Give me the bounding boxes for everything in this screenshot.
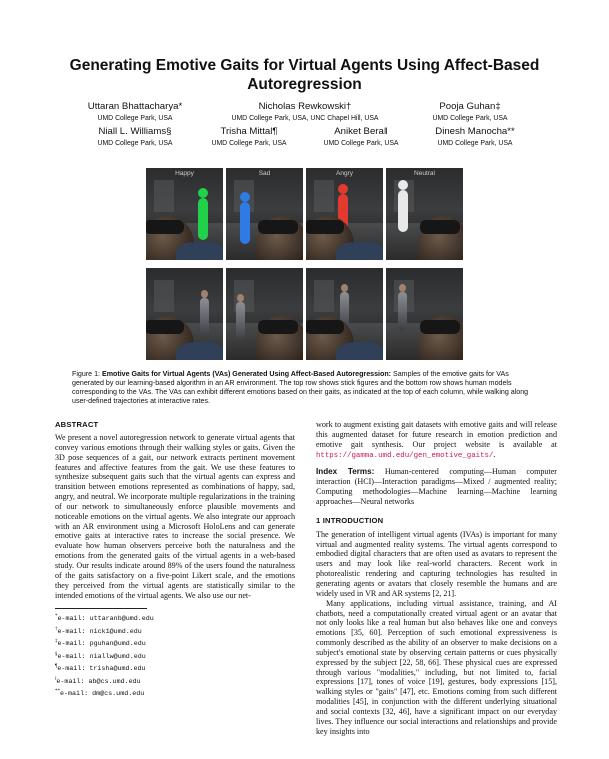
figure-panel-sad-stick <box>226 168 303 260</box>
author-block <box>298 126 424 148</box>
author-block <box>405 101 535 123</box>
figure-panel-angry-human <box>306 268 383 360</box>
index-terms: Index Terms: Human-centered computing—Human computer interaction (HCI)—Interaction paradigms—Mixed / augmented reality; Computing methodologies—Machine learning—Machine learning approaches—Neural networks <box>316 467 557 506</box>
author-affiliation: UMD College Park, USA <box>432 115 508 122</box>
footnote: †e-mail: nick1@umd.edu <box>55 626 142 636</box>
left-column <box>55 420 295 600</box>
abstract-text: We present a novel autoregression network to generate virtual agents that convey various emotions through their walking styles or gaits. Given the 3D pose sequences of a gait, our network extracts pertinent movement features and affective features from the gait. We use these features to synthesize subsequent gaits such that the virtual agents can express and transition between emotions represented as combinations of happy, sad, angry, and neutral. We incorporate multiple regularizations in the training of our network to simultaneously enforce plausible movements and noticeable emotions on the virtual agents. We also integrate our approach with an AR environment using a Microsoft HoloLens and can generate emotive gaits at interactive rates to increase the social presence. We evaluate how human observers perceive both the naturalness and the emotions from the generated gaits of the virtual agents in a web-based study. Our results indicate around 89% of the users found the naturalness of the gaits satisfactory on a five-point Likert scale, and the emotions they perceived from the virtual agents are statistically similar to the intended emotions of the virtual agents. We also use our net- <box>55 433 295 600</box>
figure-panel-neutral-stick <box>386 168 463 260</box>
abstract-continuation: work to augment existing gait datasets with emotive gaits and will release this augmented dataset for future research in emotion prediction and emotive gait synthesis. Our project website is available at https://gamma.umd.edu/gen_emotive_gaits/. <box>316 420 557 460</box>
footnote: *e-mail: uttaranb@umd.edu <box>55 614 154 624</box>
author-block <box>210 101 400 123</box>
panel-label: Sad <box>258 170 271 177</box>
author-affiliation: UMD College Park, USA <box>437 140 513 147</box>
author-affiliation: UMD College Park, USA <box>97 115 173 122</box>
panel-label: Happy <box>175 170 194 177</box>
human-model <box>398 292 407 330</box>
caption-bold: Emotive Gaits for Virtual Agents (VAs) Generated Using Affect-Based Autoregression: <box>101 370 392 378</box>
project-url-link[interactable]: https://gamma.umd.edu/gen_emotive_gaits/ <box>316 451 494 460</box>
author-block <box>70 101 200 123</box>
paper-title: Generating Emotive Gaits for Virtual Agents Using Affect-Based Autoregression <box>69 57 540 93</box>
figure-panel-neutral-human <box>386 268 463 360</box>
intro-paragraph-1: The generation of intelligent virtual agents (IVAs) is important for many virtual and augmented reality systems. The virtual agents correspond to embodied digital characters that are often used as avatars to represent the users and may look like real-world characters. Recent work in photorealistic rendering and capturing technologies has resulted in generating agents or avatars that closely resemble the humans and are widely used in VR and AR systems [2, 21]. <box>316 529 557 598</box>
author-name: Niall L. Williams§ <box>98 126 172 137</box>
footnote: §e-mail: niallw@umd.edu <box>55 651 146 661</box>
figure-panel-happy-human <box>146 268 223 360</box>
figure-caption <box>72 370 538 406</box>
footnote: ¶e-mail: trisha@umd.edu <box>55 664 146 674</box>
author-affiliation: UMD College Park, USA, UNC Chapel Hill, USA <box>231 115 379 122</box>
author-name: Pooja Guhan‡ <box>439 101 501 112</box>
caption-text: Samples of the emotive gaits for VAs generated by our learning-based algorithm in an AR environment. The top row shows stick figures and the bottom row shows human models corresponding to the VAs. The VAs can exhibit different emotions based on their gaits, as indicated at the top of each column, while walking along user-defined trajectories at interactive rates. <box>72 370 529 405</box>
author-affiliation: UMD College Park, USA <box>97 140 173 147</box>
stick-figure <box>198 198 208 240</box>
footnote: ‖e-mail: ab@cs.umd.edu <box>55 676 141 686</box>
author-name: Trisha Mittal¶ <box>220 126 278 137</box>
author-name: Dinesh Manocha** <box>435 126 515 137</box>
abstract-heading: ABSTRACT <box>55 420 99 429</box>
human-model <box>200 298 209 336</box>
author-block <box>72 126 198 148</box>
figure-panel-happy-stick <box>146 168 223 260</box>
stick-figure <box>398 190 408 232</box>
author-name: Uttaran Bhattacharya* <box>87 101 183 112</box>
human-model <box>236 302 245 340</box>
introduction-heading: 1 INTRODUCTION <box>316 515 384 525</box>
author-name: Aniket Bera‖ <box>334 126 388 137</box>
panel-label: Angry <box>336 170 353 177</box>
footnote: ‡e-mail: pguhan@umd.edu <box>55 639 146 649</box>
figure-panel-angry-stick <box>306 168 383 260</box>
author-affiliation: UMD College Park, USA <box>211 140 287 147</box>
footnote-rule <box>55 608 147 609</box>
footnotes <box>55 612 255 700</box>
author-affiliation: UMD College Park, USA <box>323 140 399 147</box>
figure-1-image-grid <box>146 168 463 364</box>
stick-figure <box>240 202 250 244</box>
author-block <box>186 126 312 148</box>
author-name: Nicholas Rewkowski† <box>258 101 352 112</box>
author-block <box>412 126 538 148</box>
figure-panel-sad-human <box>226 268 303 360</box>
right-column <box>316 420 557 736</box>
intro-paragraph-2: Many applications, including virtual assistance, training, and AI chatbots, need a computationally created virtual agent or an avatar that not only looks like a real human but also behaves like one and conveys emotions [35, 60]. Perception of such emotional expressiveness is commonly described as the ability of an observer to make decisions on a subject's emotional state by observing certain patterns or cues physically expressed by the subject [22, 58, 66]. These physical cues are expressed through various "modalities," including, but not limited to, facial expressions [17], tones of voice [19], gestures, body expressions [15], walking styles or "gaits" [47], etc. Emotions coming from such different modalities [45], in conjunction with the different underlying situational and social contexts [32, 46], have a significant impact on our everyday lives. They influence our social interactions and relationships and provide key insights into <box>316 598 557 736</box>
panel-label: Neutral <box>414 170 435 177</box>
caption-lead: Figure 1: <box>72 370 102 378</box>
footnote: **e-mail: dm@cs.umd.edu <box>55 689 145 699</box>
